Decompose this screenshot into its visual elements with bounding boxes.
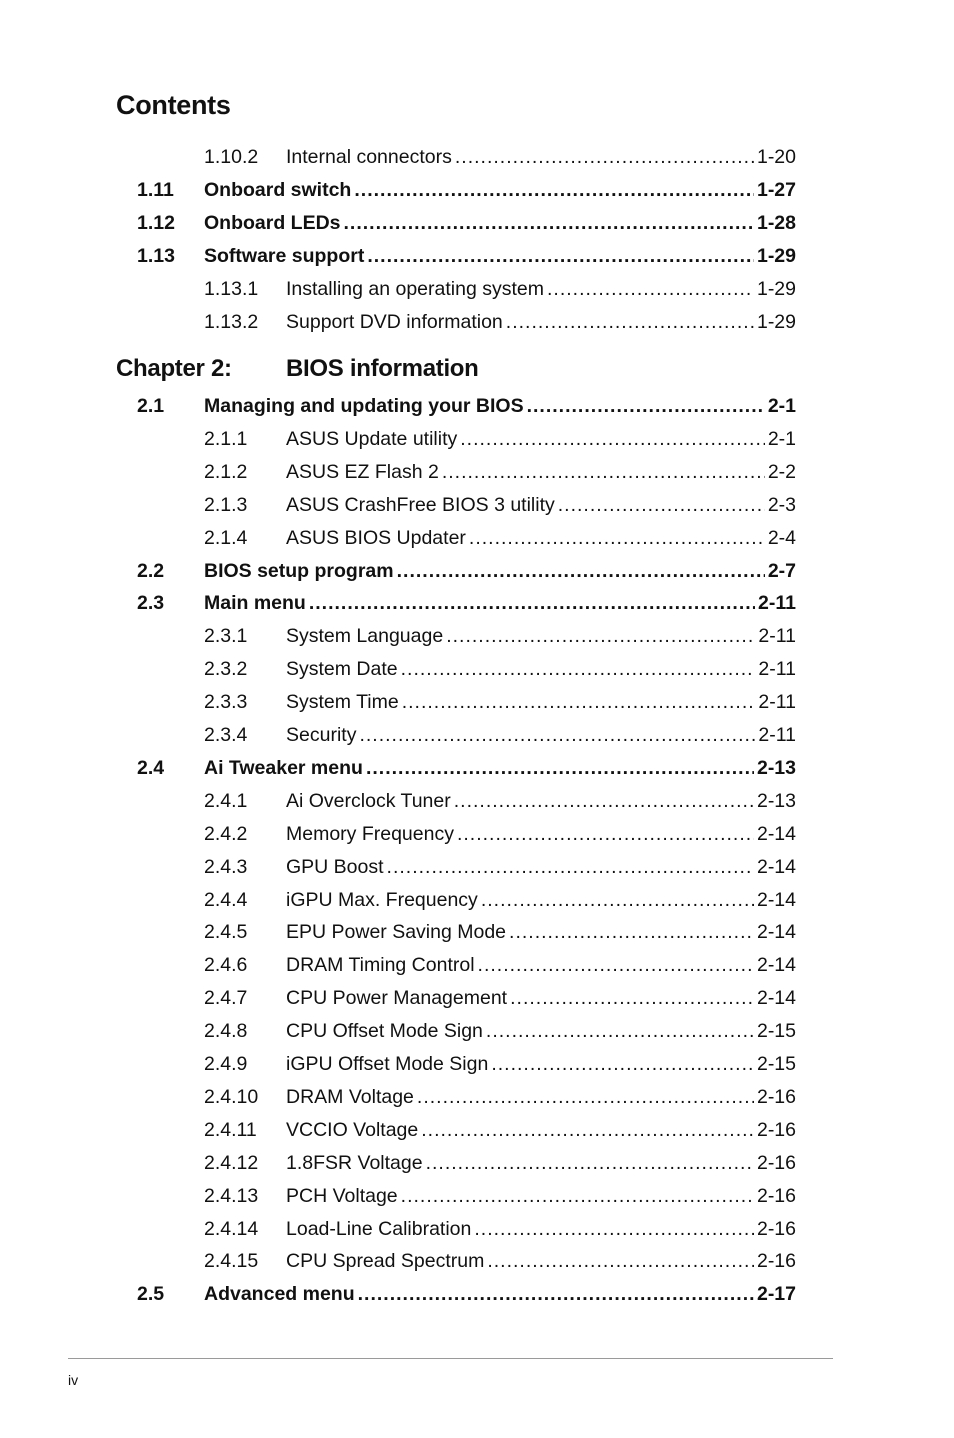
toc-entry-number: 1.13.2 bbox=[204, 311, 259, 333]
toc-entry-line bbox=[286, 492, 796, 518]
toc-entry-line bbox=[286, 1150, 796, 1176]
toc-entry-line bbox=[204, 590, 796, 616]
toc-entry-line bbox=[286, 952, 796, 978]
toc-entry-label: Internal connectors bbox=[286, 146, 452, 168]
toc-entry-number: 2.4 bbox=[137, 756, 165, 779]
toc-entry-label: Software support bbox=[204, 245, 365, 267]
toc-entry-page: 2-16 bbox=[756, 1217, 796, 1240]
toc-entry-page: 2-11 bbox=[758, 724, 796, 746]
toc-entry[interactable] bbox=[0, 985, 954, 1011]
dot-leader bbox=[487, 1248, 754, 1274]
dot-leader bbox=[509, 919, 754, 945]
chapter-number: Chapter 2: bbox=[116, 355, 232, 382]
footer-page-number: iv bbox=[68, 1372, 79, 1388]
toc-entry-label: ASUS Update utility bbox=[286, 427, 458, 450]
toc-entry-page: 2-16 bbox=[756, 1184, 796, 1207]
dot-leader bbox=[455, 144, 754, 170]
toc-entry[interactable] bbox=[0, 1216, 954, 1242]
dot-leader bbox=[387, 854, 754, 880]
toc-entry-page: 2-16 bbox=[756, 1085, 796, 1108]
dot-leader bbox=[397, 558, 765, 584]
toc-entry-page: 1-28 bbox=[756, 212, 796, 234]
chapter-title: BIOS information bbox=[286, 355, 479, 382]
toc-entry-line bbox=[286, 656, 796, 682]
toc-entry-line bbox=[286, 985, 796, 1011]
toc-entry-number: 2.4.15 bbox=[204, 1250, 259, 1273]
toc-entry-label: 1.8FSR Voltage bbox=[286, 1151, 423, 1174]
dot-leader bbox=[421, 1117, 754, 1143]
toc-entry-label: EPU Power Saving Mode bbox=[286, 921, 507, 944]
toc-entry-label: ASUS CrashFree BIOS 3 utility bbox=[286, 493, 555, 516]
toc-entry-label: GPU Boost bbox=[286, 855, 384, 878]
toc-entry-label: Installing an operating system bbox=[286, 278, 544, 300]
toc-entry-label: System Date bbox=[286, 658, 398, 681]
toc-entry[interactable] bbox=[0, 525, 954, 551]
dot-leader bbox=[401, 1183, 754, 1209]
toc-entry-line bbox=[286, 276, 796, 302]
toc-entry-line bbox=[286, 144, 796, 170]
toc-entry-page: 2-2 bbox=[767, 460, 796, 483]
toc-entry-label: Ai Overclock Tuner bbox=[286, 789, 451, 812]
page-title: Contents bbox=[116, 90, 231, 120]
toc-entry-line bbox=[286, 854, 796, 880]
toc-entry-label: Main menu bbox=[204, 592, 306, 615]
dot-leader bbox=[506, 309, 754, 335]
toc-entry-line bbox=[286, 689, 796, 715]
toc-entry[interactable] bbox=[0, 887, 954, 913]
footer-divider bbox=[68, 1358, 833, 1359]
toc-entry[interactable] bbox=[0, 177, 954, 203]
toc-entry-label: Support DVD information bbox=[286, 311, 503, 333]
toc-entry-number: 2.4.13 bbox=[204, 1184, 259, 1207]
toc-entry-line bbox=[286, 525, 796, 551]
toc-entry-label: Memory Frequency bbox=[286, 822, 454, 845]
toc-entry-page: 2-11 bbox=[758, 691, 796, 714]
toc-entry-page: 2-14 bbox=[756, 822, 796, 845]
toc-entry-number: 1.13.1 bbox=[204, 278, 259, 300]
toc-entry-number: 1.10.2 bbox=[204, 146, 259, 168]
toc-entry-line bbox=[286, 309, 796, 335]
toc-entry-page: 2-3 bbox=[767, 493, 796, 516]
toc-entry[interactable] bbox=[0, 821, 954, 847]
dot-leader bbox=[454, 788, 754, 814]
toc-entry-line bbox=[204, 755, 796, 781]
dot-leader bbox=[344, 210, 754, 236]
toc-entry-label: System Language bbox=[286, 625, 444, 648]
toc-entry-page: 2-11 bbox=[758, 592, 796, 615]
toc-entry-label: BIOS setup program bbox=[204, 559, 394, 582]
dot-leader bbox=[510, 985, 754, 1011]
toc-entry-line bbox=[286, 459, 796, 485]
toc-entry-line bbox=[204, 177, 796, 203]
chapter-heading bbox=[116, 355, 816, 383]
toc-entry-page: 1-27 bbox=[756, 179, 796, 201]
toc-entry-label: PCH Voltage bbox=[286, 1184, 398, 1207]
toc-entry[interactable] bbox=[0, 492, 954, 518]
toc-entry-line bbox=[286, 1084, 796, 1110]
toc-entry-label: Security bbox=[286, 724, 357, 746]
toc-entry-label: iGPU Offset Mode Sign bbox=[286, 1053, 489, 1075]
toc-entry-number: 2.5 bbox=[137, 1283, 165, 1306]
toc-entry-page: 2-16 bbox=[756, 1118, 796, 1141]
toc-entry[interactable] bbox=[0, 1183, 954, 1209]
toc-entry[interactable] bbox=[0, 243, 954, 269]
toc-entry-number: 2.4.3 bbox=[204, 855, 248, 878]
toc-entry-number: 2.4.5 bbox=[204, 921, 248, 944]
toc-entry-number: 2.4.12 bbox=[204, 1151, 259, 1174]
toc-entry-number: 1.13 bbox=[137, 245, 175, 267]
toc-entry-label: DRAM Timing Control bbox=[286, 954, 475, 977]
toc-entry-label: iGPU Max. Frequency bbox=[286, 888, 478, 911]
toc-entry[interactable] bbox=[0, 1150, 954, 1176]
toc-entry-number: 2.3.3 bbox=[204, 691, 248, 714]
toc-entry-line bbox=[286, 1051, 796, 1077]
toc-entry-number: 2.1.1 bbox=[204, 427, 248, 450]
toc-entry[interactable] bbox=[0, 919, 954, 945]
toc-entry-line bbox=[286, 821, 796, 847]
toc-entry-label: Load-Line Calibration bbox=[286, 1217, 472, 1240]
toc-entry[interactable] bbox=[0, 1051, 954, 1077]
toc-entry[interactable] bbox=[0, 1018, 954, 1044]
dot-leader bbox=[547, 276, 754, 302]
toc-entry-page: 2-7 bbox=[767, 559, 796, 582]
toc-entry-label: Managing and updating your BIOS bbox=[204, 395, 524, 417]
toc-entry-line bbox=[286, 623, 796, 649]
dot-leader bbox=[446, 623, 755, 649]
toc-entry-line bbox=[286, 1216, 796, 1242]
toc-entry[interactable] bbox=[0, 952, 954, 978]
toc-entry-line bbox=[286, 887, 796, 913]
toc-entry-page: 1-29 bbox=[756, 278, 796, 300]
toc-entry[interactable] bbox=[0, 722, 954, 748]
toc-entry[interactable] bbox=[0, 393, 954, 419]
toc-entry-number: 1.12 bbox=[137, 212, 175, 234]
toc-entry-label: Onboard switch bbox=[204, 179, 352, 201]
toc-entry[interactable] bbox=[0, 755, 954, 781]
toc-entry-number: 2.4.9 bbox=[204, 1053, 248, 1075]
dot-leader bbox=[359, 722, 755, 748]
toc-entry-page: 2-14 bbox=[756, 888, 796, 911]
dot-leader bbox=[442, 459, 765, 485]
toc-entry-page: 2-11 bbox=[758, 658, 796, 681]
dot-leader bbox=[486, 1018, 754, 1044]
toc-entry-label: System Time bbox=[286, 691, 399, 714]
toc-entry-page: 1-29 bbox=[756, 245, 796, 267]
toc-entry-number: 2.3.4 bbox=[204, 724, 248, 746]
dot-leader bbox=[460, 426, 765, 452]
dot-leader bbox=[527, 393, 765, 419]
toc-entry-label: ASUS BIOS Updater bbox=[286, 526, 466, 549]
dot-leader bbox=[309, 590, 755, 616]
toc-entry-number: 2.1.4 bbox=[204, 526, 248, 549]
dot-leader bbox=[558, 492, 765, 518]
toc-entry-line bbox=[286, 1117, 796, 1143]
toc-entry[interactable] bbox=[0, 656, 954, 682]
toc-entry-page: 2-14 bbox=[756, 954, 796, 977]
dot-leader bbox=[358, 1281, 754, 1307]
toc-entry-page: 2-15 bbox=[756, 1053, 796, 1075]
toc-entry-number: 2.3 bbox=[137, 592, 165, 615]
toc-entry-number: 1.11 bbox=[137, 179, 174, 201]
toc-entry-page: 2-13 bbox=[756, 756, 796, 779]
toc-entry[interactable] bbox=[0, 788, 954, 814]
toc-entry[interactable] bbox=[0, 1117, 954, 1143]
dot-leader bbox=[474, 1216, 754, 1242]
toc-entry[interactable] bbox=[0, 854, 954, 880]
toc-entry-number: 2.4.8 bbox=[204, 1020, 248, 1043]
toc-entry-page: 2-17 bbox=[756, 1283, 796, 1306]
toc-entry-page: 2-16 bbox=[756, 1250, 796, 1273]
toc-entry-line bbox=[286, 1018, 796, 1044]
toc-entry-page: 2-1 bbox=[767, 427, 796, 450]
toc-entry[interactable] bbox=[0, 144, 954, 170]
toc-entry-number: 2.4.11 bbox=[204, 1118, 257, 1141]
toc-entry-label: CPU Spread Spectrum bbox=[286, 1250, 485, 1273]
toc-entry-number: 2.4.2 bbox=[204, 822, 248, 845]
toc-entry-page: 2-15 bbox=[756, 1020, 796, 1043]
dot-leader bbox=[478, 952, 754, 978]
dot-leader bbox=[354, 177, 754, 203]
toc-entry[interactable] bbox=[0, 210, 954, 236]
toc-entry-line bbox=[286, 919, 796, 945]
toc-entry-line bbox=[204, 558, 796, 584]
toc-entry-label: Onboard LEDs bbox=[204, 212, 341, 234]
toc-entry[interactable] bbox=[0, 623, 954, 649]
toc-entry-number: 2.1.2 bbox=[204, 460, 248, 483]
toc-entry-line bbox=[286, 722, 796, 748]
toc-entry-line bbox=[286, 1248, 796, 1274]
toc-entry[interactable] bbox=[0, 459, 954, 485]
toc-entry-number: 2.1 bbox=[137, 395, 165, 417]
toc-entry-page: 2-13 bbox=[756, 789, 796, 812]
toc-entry[interactable] bbox=[0, 276, 954, 302]
dot-leader bbox=[417, 1084, 754, 1110]
dot-leader bbox=[366, 755, 754, 781]
toc-entry-line bbox=[204, 243, 796, 269]
toc-entry-number: 2.4.10 bbox=[204, 1085, 259, 1108]
toc-entry-line bbox=[204, 1281, 796, 1307]
dot-leader bbox=[367, 243, 754, 269]
dot-leader bbox=[469, 525, 765, 551]
toc-entry-line bbox=[204, 393, 796, 419]
dot-leader bbox=[426, 1150, 754, 1176]
toc-entry-line bbox=[286, 788, 796, 814]
toc-entry-page: 2-16 bbox=[756, 1151, 796, 1174]
toc-entry-number: 2.3.2 bbox=[204, 658, 248, 681]
toc-entry-number: 2.4.6 bbox=[204, 954, 248, 977]
dot-leader bbox=[481, 887, 754, 913]
toc-entry-page: 2-1 bbox=[767, 395, 796, 417]
toc-entry-page: 2-11 bbox=[758, 625, 796, 648]
toc-entry-number: 2.4.1 bbox=[204, 789, 248, 812]
toc-entry-label: CPU Offset Mode Sign bbox=[286, 1020, 483, 1043]
toc-entry-number: 2.4.4 bbox=[204, 888, 248, 911]
toc-entry[interactable] bbox=[0, 1248, 954, 1274]
toc-entry[interactable] bbox=[0, 590, 954, 616]
toc-entry-page: 2-14 bbox=[756, 855, 796, 878]
toc-entry-number: 2.4.14 bbox=[204, 1217, 259, 1240]
toc-entry[interactable] bbox=[0, 309, 954, 335]
toc-entry-label: Ai Tweaker menu bbox=[204, 756, 363, 779]
toc-entry[interactable] bbox=[0, 1281, 954, 1307]
toc-entry[interactable] bbox=[0, 426, 954, 452]
toc-entry-line bbox=[286, 426, 796, 452]
toc-entry[interactable] bbox=[0, 1084, 954, 1110]
toc-entry-label: DRAM Voltage bbox=[286, 1085, 414, 1108]
dot-leader bbox=[402, 689, 756, 715]
toc-entry-label: Advanced menu bbox=[204, 1283, 355, 1306]
toc-entry-page: 1-29 bbox=[756, 311, 796, 333]
dot-leader bbox=[401, 656, 756, 682]
toc-entry-line bbox=[204, 210, 796, 236]
toc-entry-number: 2.4.7 bbox=[204, 987, 248, 1010]
toc-entry[interactable] bbox=[0, 558, 954, 584]
toc-entry-number: 2.3.1 bbox=[204, 625, 248, 648]
toc-entry-page: 2-4 bbox=[767, 526, 796, 549]
toc-entry-label: VCCIO Voltage bbox=[286, 1118, 419, 1141]
toc-entry-page: 2-14 bbox=[756, 987, 796, 1010]
toc-entry-number: 2.2 bbox=[137, 559, 165, 582]
dot-leader bbox=[491, 1051, 754, 1077]
toc-entry[interactable] bbox=[0, 689, 954, 715]
toc-entry-page: 1-20 bbox=[756, 146, 796, 168]
toc-entry-page: 2-14 bbox=[756, 921, 796, 944]
toc-entry-number: 2.1.3 bbox=[204, 493, 248, 516]
toc-entry-label: CPU Power Management bbox=[286, 987, 508, 1010]
toc-entry-label: ASUS EZ Flash 2 bbox=[286, 460, 439, 483]
toc-entry-line bbox=[286, 1183, 796, 1209]
dot-leader bbox=[457, 821, 754, 847]
